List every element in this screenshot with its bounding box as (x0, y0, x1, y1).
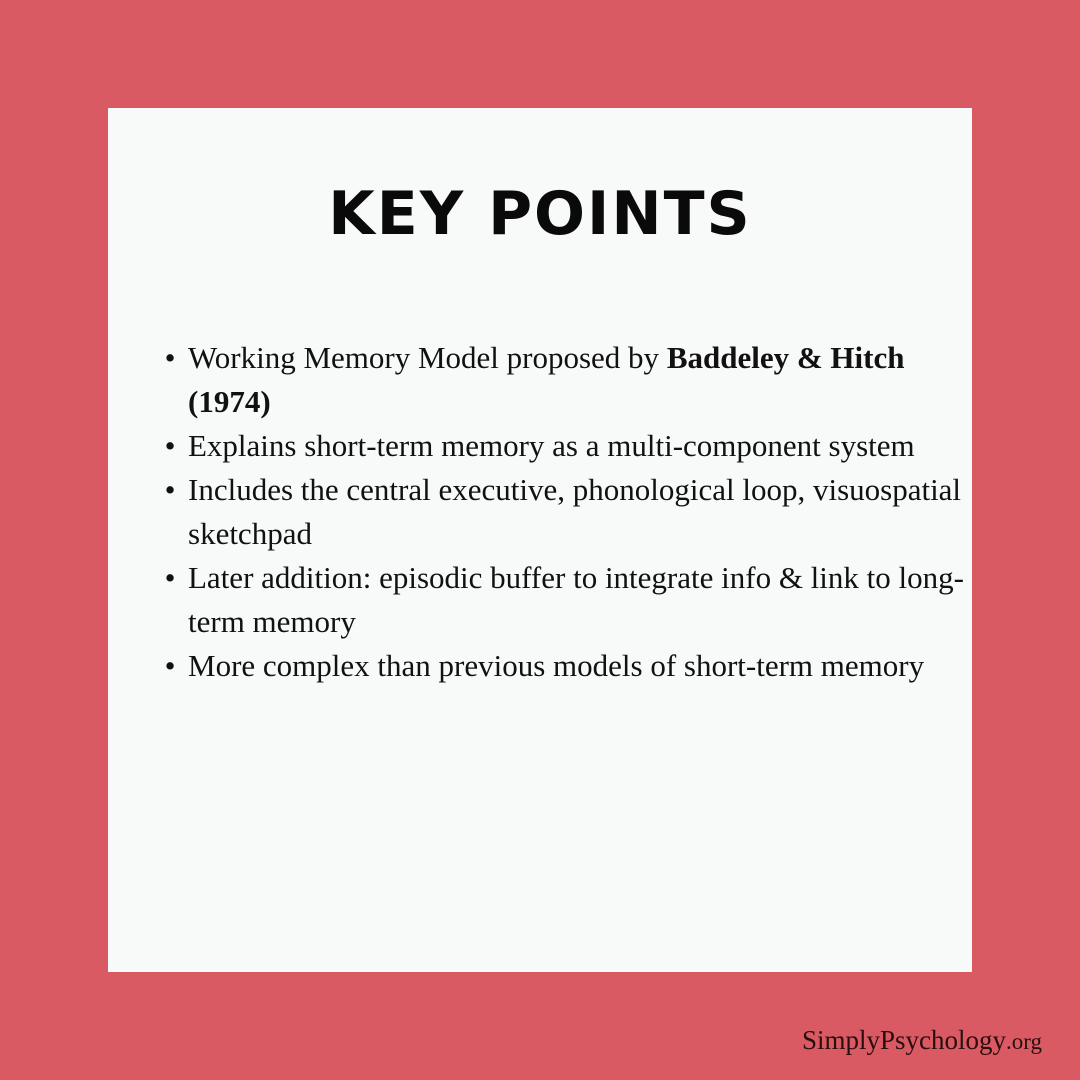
brand-name: SimplyPsychology (801, 1025, 1006, 1055)
card-title: KEY POINTS (328, 179, 752, 249)
bullet-icon: • (164, 428, 176, 463)
point-text: Explains short-term memory as a multi-component system (188, 428, 915, 463)
list-item (164, 424, 968, 468)
point-citation: Baddeley & Hitch (1974) (188, 340, 905, 419)
point-text: Includes the central executive, phonological loop, visuospatial sketchpad (188, 472, 962, 551)
bullet-icon: • (164, 648, 176, 683)
key-points-card (108, 108, 972, 972)
bullet-icon: • (164, 472, 176, 507)
list-item (164, 336, 968, 424)
key-points-list (164, 336, 968, 688)
list-item (164, 556, 968, 644)
point-text: Later addition: episodic buffer to integrate info & link to long-term memory (188, 560, 964, 639)
brand-tld: .org (1006, 1029, 1042, 1054)
list-item (164, 468, 968, 556)
list-item (164, 644, 968, 688)
bullet-icon: • (164, 560, 176, 595)
bullet-icon: • (164, 340, 176, 375)
point-text: More complex than previous models of short-term memory (188, 648, 925, 683)
brand-watermark (802, 1022, 1042, 1060)
point-text: Working Memory Model proposed by (188, 340, 667, 375)
